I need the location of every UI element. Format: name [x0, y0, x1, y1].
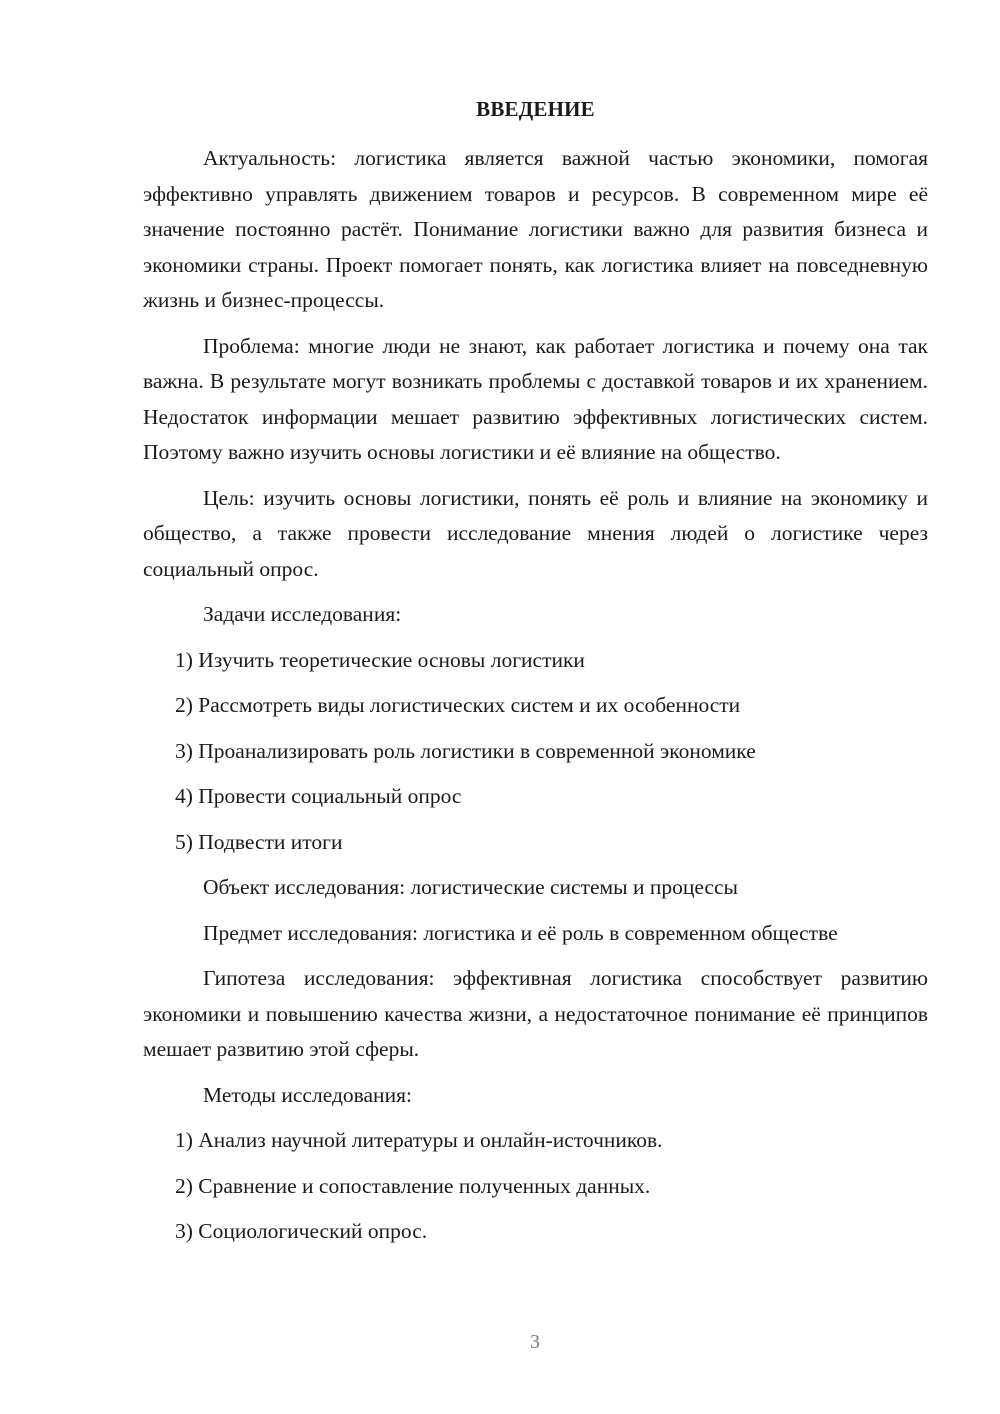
- tasks-list: [143, 643, 928, 861]
- list-item: 3) Социологический опрос.: [175, 1219, 428, 1243]
- list-item: 4) Провести социальный опрос: [175, 784, 462, 808]
- methods-label: Методы исследования:: [203, 1082, 412, 1107]
- list-item: 2) Сравнение и сопоставление полученных данных.: [175, 1173, 651, 1198]
- list-item: 1) Анализ научной литературы и онлайн-источников.: [175, 1128, 663, 1152]
- problem-paragraph: Проблема: многие люди не знают, как работает логистика и почему она так важна. В результате могут возникать проблемы с доставкой товаров и их хранением. Недостаток информации мешает развитию эффективных логистических систем. Поэтому важно изучить основы логистики и её влияние на общество.: [143, 333, 928, 464]
- methods-list: [143, 1123, 928, 1250]
- relevance-paragraph: Актуальность: логистика является важной частью экономики, помогая эффективно управлять движением товаров и ресурсов. В современном мире её значение постоянно растёт. Понимание логистики важно для развития бизнеса и экономики страны. Проект помогает понять, как логистика влияет на повседневную жизнь и бизнес-процессы.: [143, 146, 928, 312]
- list-item: 3) Проанализировать роль логистики в современной экономике: [175, 738, 756, 763]
- hypothesis-paragraph: Гипотеза исследования: эффективная логистика способствует развитию экономики и повышению качества жизни, а недостаточное понимание её принципов мешает развитию этой сферы.: [143, 966, 928, 1061]
- list-item: 5) Подвести итоги: [175, 829, 343, 854]
- document-page: [143, 94, 928, 1260]
- page-number: 3: [530, 1331, 540, 1353]
- goal-paragraph: Цель: изучить основы логистики, понять её роль и влияние на экономику и общество, а также провести исследование мнения людей о логистике через социальный опрос.: [143, 485, 928, 581]
- list-item: 1) Изучить теоретические основы логистики: [175, 647, 585, 672]
- object-paragraph: Объект исследования: логистические системы и процессы: [203, 875, 738, 899]
- tasks-label: Задачи исследования:: [203, 602, 402, 626]
- page-title: ВВЕДЕНИЕ: [476, 97, 595, 121]
- subject-paragraph: Предмет исследования: логистика и её роль в современном обществе: [203, 920, 838, 945]
- list-item: 2) Рассмотреть виды логистических систем и их особенности: [175, 693, 741, 717]
